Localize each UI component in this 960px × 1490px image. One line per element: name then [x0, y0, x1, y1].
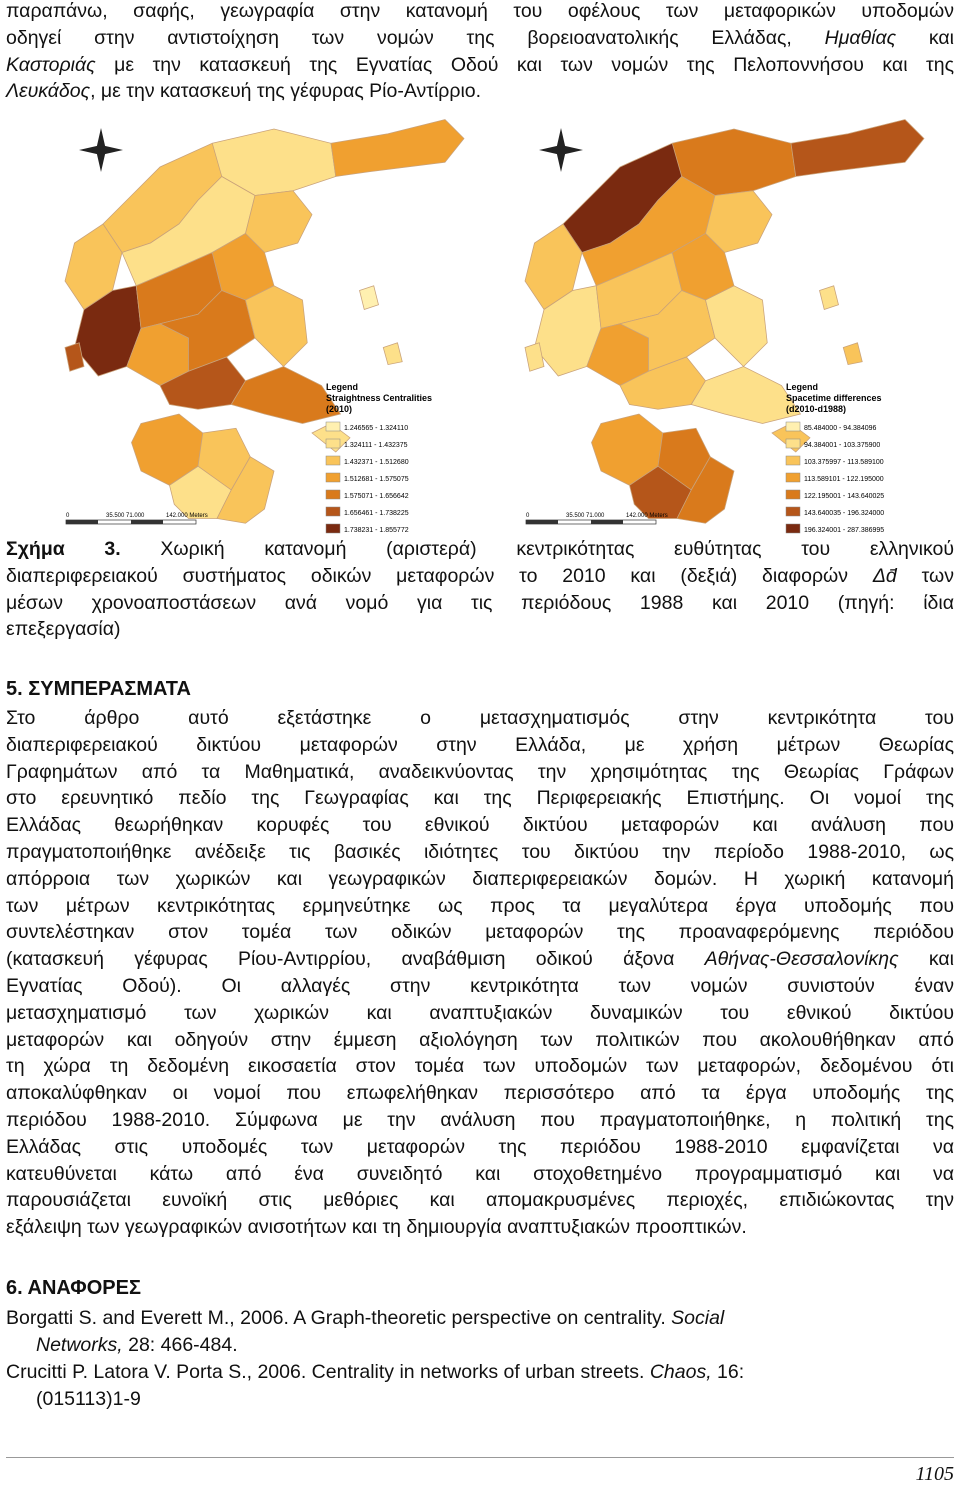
scale-bar: [66, 513, 208, 524]
text-line: [6, 1214, 954, 1241]
scale-label: 142.000 Meters: [626, 513, 668, 519]
legend-subtitle: Spacetime differences: [786, 393, 882, 403]
legend-item-label: 1.432371 - 1.512680: [344, 459, 409, 466]
prefecture-region: [691, 367, 800, 424]
conclusions-paragraph: [6, 705, 954, 1241]
legend-swatch: [326, 456, 340, 465]
text-line: [6, 616, 954, 643]
page-number: 1105: [915, 1463, 954, 1485]
text-run: των μέτρων κεντρικότητας ερμηνεύτηκε ως προς τα μεγαλύτερα έργα υποδομής που: [6, 894, 954, 917]
prefecture-region: [820, 286, 839, 310]
prefecture-region: [383, 343, 402, 365]
text-run: επεξεργασία): [6, 618, 121, 641]
prefecture-region: [231, 367, 340, 424]
text-run: μετασχηματισμό των χωρικών και αναπτυξιακών δυναμικών του εθνικού δικτύου: [6, 1001, 954, 1024]
text-run: Networks,: [36, 1334, 123, 1356]
scale-bar-segment: [66, 520, 98, 524]
text-run: μέσων χρονοαποστάσεων ανά νομό για τις περιόδους 1988 και 2010 (πηγή: ίδια: [6, 591, 954, 614]
text-run: Ημαθίας: [824, 26, 897, 49]
text-run: διαπεριφερειακού συστήματος οδικών μεταφορών το 2010 και (δεξιά) διαφορών: [6, 564, 873, 587]
text-line: [6, 1107, 954, 1134]
text-line: [6, 1027, 954, 1054]
text-line: [6, 732, 954, 759]
legend-swatch: [326, 473, 340, 482]
legend-title: Legend: [326, 382, 359, 392]
north-arrow-icon: [79, 128, 123, 172]
text-run: 16:: [711, 1361, 745, 1383]
text-run: Crucitti P. Latora V. Porta S., 2006. Centrality in networks of urban streets.: [6, 1361, 650, 1383]
text-line: [6, 973, 954, 1000]
scale-bar-segment: [591, 520, 623, 524]
legend-item-label: 122.195001 - 143.640025: [804, 493, 885, 500]
legend-swatch: [786, 524, 800, 533]
scale-label: 0: [526, 513, 530, 519]
text-run: πραγματοποιήθηκε ανέδειξε τις βασικές ιδιότητες του δικτύου την περίοδο 1988-2010, ως: [6, 840, 954, 863]
prefecture-region: [360, 286, 379, 310]
legend-swatch: [786, 439, 800, 448]
text-run: Social: [671, 1307, 725, 1329]
text-line: [6, 705, 954, 732]
text-run: τη χώρα τη δεδομένη εικοσαετία στον τομέα των υποδομών των μεταφορών, δεδομένου ότι: [6, 1055, 954, 1078]
legend-item-label: 1.246565 - 1.324110: [344, 425, 409, 432]
legend-year: (d2010-d1988): [786, 404, 847, 414]
reference-line: [6, 1332, 954, 1359]
scale-bar-segment: [526, 520, 558, 524]
legend-item-label: 85.484000 - 94.384096: [804, 425, 877, 432]
reference-line: [6, 1386, 954, 1413]
text-line: [6, 536, 954, 563]
document-page: [6, 0, 954, 1490]
legend-swatch: [786, 422, 800, 431]
text-run: Γραφημάτων από τα Μαθηματικά, αναδεικνύοντας την χρησιμότητας της Θεωρίας Γράφων: [6, 760, 954, 783]
compass-rose: [79, 128, 123, 172]
reference-line: [6, 1359, 954, 1386]
text-line: [6, 1000, 954, 1027]
text-run: Χωρική κατανομή (αριστερά) κεντρικότητας ευθύτητας του ελληνικού: [120, 538, 954, 560]
map-spacetime-differences: [486, 100, 956, 540]
text-line: [6, 1053, 954, 1080]
text-run: παρουσιάζεται ευνοϊκή στις μεθόριες και απομακρυσμένες περιοχές, επιδιώκοντας την: [6, 1189, 954, 1212]
legend-item-label: 1.656461 - 1.738225: [344, 510, 409, 517]
text-run: Borgatti S. and Everett M., 2006. A Graph-theoretic perspective on centrality.: [6, 1307, 672, 1329]
text-run: συντελέστηκαν στον τομέα των οδικών μεταφορών της προαναφερόμενης περιόδου: [6, 921, 954, 944]
legend-item-label: 1.575071 - 1.656642: [344, 493, 409, 500]
text-run: και: [896, 26, 954, 49]
text-run: κατευθύνεται κάτω από ένα συνειδητό και στοχοθετημένο προγραμματισμό και να: [6, 1162, 954, 1185]
section-5-heading: 5. ΣΥΜΠΕΡΑΣΜΑΤΑ: [6, 678, 191, 700]
text-run: Λευκάδος: [6, 80, 91, 103]
section-6-heading: 6. ΑΝΑΦΟΡΕΣ: [6, 1277, 141, 1299]
prefecture-region: [791, 120, 924, 177]
text-line: [6, 1161, 954, 1188]
text-line: [6, 590, 954, 617]
text-run: αποκαλύφθηκαν οι νομοί που επωφελήθηκαν περισσότερο από τα έργα υποδομής της: [6, 1082, 954, 1105]
text-line: [6, 785, 954, 812]
text-line: [6, 1187, 954, 1214]
text-run: Chaos,: [649, 1361, 712, 1383]
text-run: των: [896, 564, 954, 587]
reference-line: [6, 1305, 954, 1332]
figure-caption: [6, 536, 954, 643]
legend-swatch: [786, 456, 800, 465]
scale-label: 0: [66, 513, 70, 519]
text-line: [6, 759, 954, 786]
text-run: Εγνατίας Οδού). Οι αλλαγές στην κεντρικότητα των νομών συνιστούν έναν: [6, 974, 954, 997]
text-run: μεταφορών και οδηγούν στην έμμεση αξιολόγηση των πολιτικών που ακολουθήθηκαν από: [6, 1028, 954, 1051]
scale-label: 35.500 71.000: [106, 513, 145, 519]
intro-paragraph: [6, 0, 954, 105]
map-straightness-centrality: [26, 100, 476, 540]
text-line: [6, 25, 954, 52]
text-run: Καστοριάς: [6, 53, 96, 76]
text-run: παραπάνω, σαφής, γεωγραφία στην κατανομή του οφέλους των μεταφορικών υποδομών: [6, 0, 954, 22]
legend-swatch: [326, 490, 340, 499]
legend-swatch: [326, 507, 340, 516]
text-run: στο ερευνητικό πεδίο της Γεωγραφίας και της Περιφερειακής Επιστήμης. Οι νομοί της: [6, 787, 954, 810]
text-run: 28: 466-484.: [122, 1334, 238, 1356]
legend-swatch: [786, 507, 800, 516]
text-run: Στο άρθρο αυτό εξετάστηκε ο μετασχηματισμός στην κεντρικότητα του: [6, 707, 954, 729]
scale-label: 142.000 Meters: [166, 513, 208, 519]
legend-swatch: [326, 422, 340, 431]
text-run: (015113)1-9: [36, 1388, 141, 1410]
legend-title: Legend: [786, 382, 819, 392]
text-run: με την κατασκευή της Εγνατίας Οδού και των νομών της Πελοποννήσου και της: [95, 53, 954, 76]
scale-bar: [526, 513, 668, 524]
legend-subtitle: Straightness Centralities: [326, 393, 433, 403]
text-run: και: [898, 948, 954, 971]
text-line: [6, 0, 954, 25]
text-line: [6, 52, 954, 79]
legend-swatch: [786, 490, 800, 499]
text-run: εξάλειψη των γεωγραφικών ανισοτήτων και τη δημιουργία αναπτυξιακών προοπτικών.: [6, 1216, 747, 1239]
scale-bar-segment: [131, 520, 163, 524]
legend-year: (2010): [326, 404, 353, 414]
text-line: [6, 1134, 954, 1161]
legend-item-label: 94.384001 - 103.375900: [804, 442, 881, 449]
prefecture-region: [246, 286, 308, 367]
legend-item-label: 103.375997 - 113.589100: [804, 459, 884, 466]
prefecture-region: [843, 343, 862, 365]
map-legend: [786, 382, 884, 534]
map-legend: [326, 382, 432, 534]
compass-rose: [539, 128, 583, 172]
legend-swatch: [326, 439, 340, 448]
text-run: , με την κατασκευή της γέφυρας Ρίο-Αντίρριο.: [90, 80, 482, 103]
text-line: [6, 893, 954, 920]
legend-item-label: 143.640035 - 196.324000: [804, 510, 885, 517]
text-line: [6, 866, 954, 893]
text-run: περιόδου 1988-2010. Σύμφωνα με την ανάλυση που πραγματοποιήθηκε, η πολιτική της: [6, 1108, 954, 1131]
prefecture-region: [331, 120, 464, 177]
legend-item-label: 113.589101 - 122.195000: [804, 476, 884, 483]
text-run: Ελλάδας θεωρήθηκαν κορυφές του εθνικού δικτύου μεταφορών και ανάλυση που: [6, 814, 954, 837]
text-line: [6, 1080, 954, 1107]
footer-divider: [6, 1457, 954, 1458]
text-line: [6, 812, 954, 839]
legend-swatch: [326, 524, 340, 533]
text-line: [6, 946, 954, 973]
text-run: (κατασκευή γέφυρας Ρίου-Αντιρρίου, αναβάθμιση οδικού άξονα: [6, 948, 705, 971]
text-run: Ελλάδας στις υποδομές των μεταφορών της περιόδου 1988-2010 εμφανίζεται να: [6, 1135, 954, 1158]
reference-item: [6, 1305, 954, 1359]
text-line: [6, 839, 954, 866]
text-line: [6, 919, 954, 946]
legend-item-label: 196.324001 - 287.386995: [804, 527, 885, 534]
text-line: [6, 563, 954, 590]
text-run: Αθήνας-Θεσσαλονίκης: [704, 948, 899, 971]
text-run: απόρροια των χωρικών και γεωγραφικών διαπεριφερειακών δομών. Η χωρική κατανομή: [6, 867, 954, 890]
legend-item-label: 1.738231 - 1.855772: [344, 527, 409, 534]
text-run: οδηγεί στην αντιστοίχηση των νομών της βορειοανατολικής Ελλάδας,: [6, 26, 825, 49]
legend-swatch: [786, 473, 800, 482]
figure-3-maps: [26, 100, 956, 540]
legend-item-label: 1.512681 - 1.575075: [344, 476, 409, 483]
legend-item-label: 1.324111 - 1.432375: [344, 442, 408, 449]
text-run: διαπεριφερειακού δικτύου μεταφορών στην Ελλάδα, με χρήση μέτρων Θεωρίας: [6, 733, 954, 756]
reference-item: [6, 1359, 954, 1413]
prefecture-region: [706, 286, 768, 367]
text-run: Δd̄: [872, 564, 897, 587]
north-arrow-icon: [539, 128, 583, 172]
scale-label: 35.500 71.000: [566, 513, 605, 519]
text-run: Σχήμα 3.: [6, 538, 121, 560]
